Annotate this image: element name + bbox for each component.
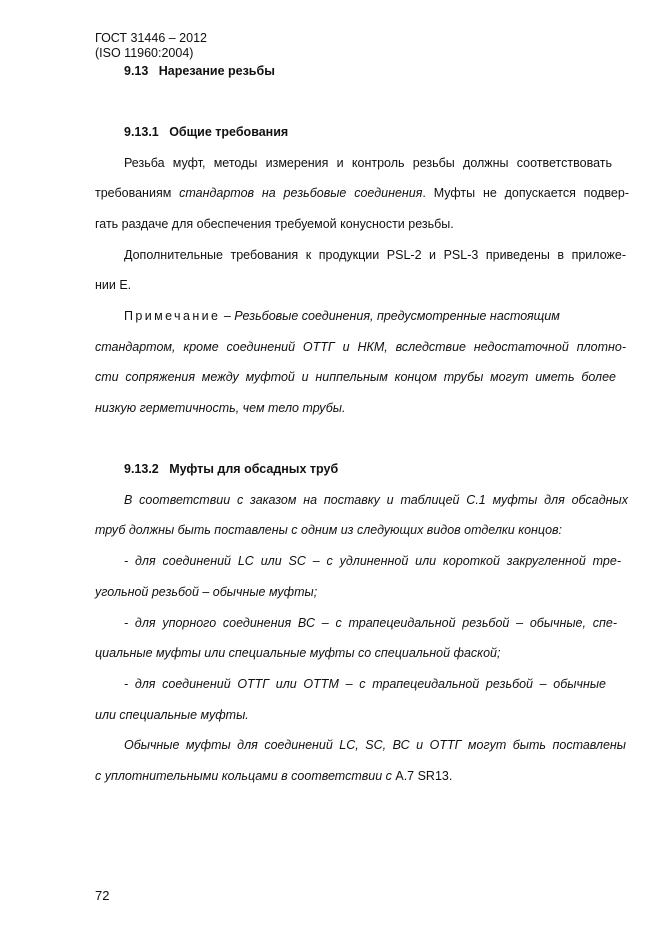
list-item-line: - для упорного соединения ВС – с трапецеидальной резьбой – обычные, спе- bbox=[124, 616, 617, 630]
note-line: сти сопряжения между муфтой и ниппельным концом трубы могут иметь более bbox=[95, 370, 616, 384]
note-line: стандартом, кроме соединений ОТТГ и НКМ, вследствие недостаточной плотно- bbox=[95, 340, 626, 354]
paragraph-line: труб должны быть поставлены с одним из следующих видов отделки концов: bbox=[95, 523, 563, 537]
section-title: Нарезание резьбы bbox=[158, 64, 275, 78]
paragraph-line: нии Е. bbox=[95, 278, 132, 292]
note-label: Примечание bbox=[124, 309, 221, 323]
subsection-title: Общие требования bbox=[169, 125, 289, 139]
paragraph-line: с уплотнительными кольцами в соответствии с А.7 SR13. bbox=[95, 769, 453, 783]
page-number: 72 bbox=[95, 888, 110, 903]
document-header bbox=[95, 31, 207, 61]
subsection-number: 9.13.2 bbox=[124, 462, 159, 476]
note-line: низкую герметичность, чем тело трубы. bbox=[95, 401, 346, 415]
section-number: 9.13 bbox=[124, 64, 149, 78]
paragraph-line: Дополнительные требования к продукции PSL-2 и PSL-3 приведены в приложе- bbox=[124, 248, 626, 262]
list-item-line: - для соединений ОТТГ или ОТТМ – с трапецеидальной резьбой – обычные bbox=[124, 677, 606, 691]
list-item-line: - для соединений LC или SC – с удлиненной или короткой закругленной тре- bbox=[124, 554, 621, 568]
paragraph-line: Обычные муфты для соединений LC, SC, ВС и ОТТГ могут быть поставлены bbox=[124, 738, 626, 752]
paragraph-line: гать раздаче для обеспечения требуемой конусности резьбы. bbox=[95, 217, 454, 231]
list-item-line: циальные муфты или специальные муфты со специальной фаской; bbox=[95, 646, 501, 660]
subsection-heading-1 bbox=[124, 124, 288, 140]
subsection-title: Муфты для обсадных труб bbox=[169, 462, 339, 476]
paragraph-line: Резьба муфт, методы измерения и контроль резьбы должны соответствовать bbox=[124, 156, 612, 170]
subsection-heading-2 bbox=[124, 461, 338, 477]
standard-code: ГОСТ 31446 – 2012 bbox=[95, 31, 207, 45]
list-item-line: угольной резьбой – обычные муфты; bbox=[95, 585, 318, 599]
iso-code: (ISO 11960:2004) bbox=[95, 46, 194, 60]
paragraph-line: В соответствии с заказом на поставку и таблицей С.1 муфты для обсадных bbox=[124, 493, 628, 507]
note-line: Примечание – Резьбовые соединения, предусмотренные настоящим bbox=[124, 309, 560, 323]
list-item-line: или специальные муфты. bbox=[95, 708, 249, 722]
paragraph-line: требованиям стандартов на резьбовые соединения. Муфты не допускается подвер- bbox=[95, 186, 629, 200]
section-heading bbox=[124, 63, 275, 79]
subsection-number: 9.13.1 bbox=[124, 125, 159, 139]
